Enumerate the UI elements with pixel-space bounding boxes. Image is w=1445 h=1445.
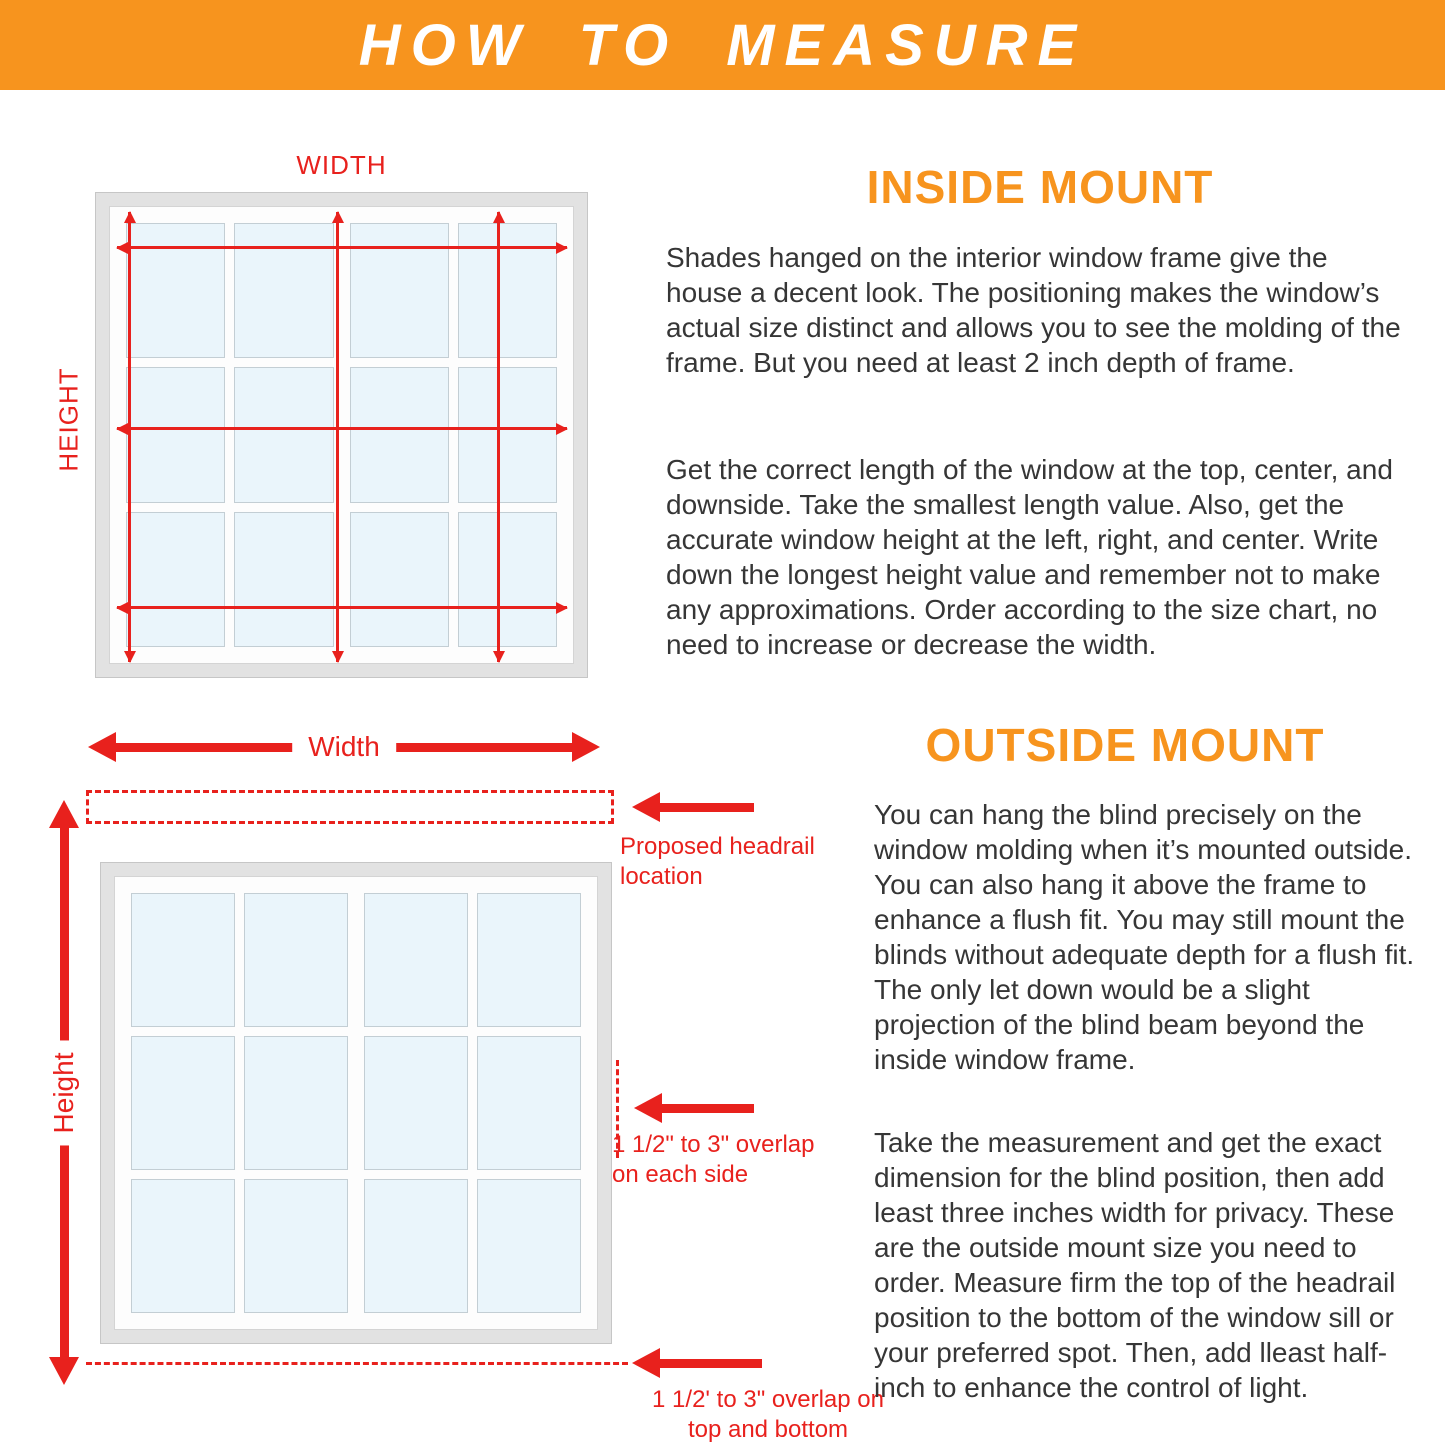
window-sash-left <box>126 223 334 647</box>
side-overlap-label: 1 1/2" to 3" overlap on each side <box>612 1131 815 1188</box>
title-banner <box>0 0 1445 90</box>
headrail-location-dashed-box <box>86 790 614 824</box>
headrail-pointer-arrow-icon <box>632 791 754 823</box>
arrow-tail <box>662 1104 754 1113</box>
window-pane <box>458 223 557 358</box>
arrow-head-left-icon <box>634 1093 662 1123</box>
bottom-overlap-dashed-line <box>86 1362 628 1365</box>
arrow-head-up-icon <box>49 800 79 828</box>
arrow-head-left-icon <box>88 732 116 762</box>
arrow-head-right-icon <box>572 732 600 762</box>
window-pane <box>477 1179 581 1313</box>
arrow-head-left-icon <box>632 1348 660 1378</box>
window-pane <box>244 893 348 1027</box>
window-glass <box>131 893 581 1313</box>
width-measure-arrow-bottom-icon <box>117 606 567 609</box>
window-pane <box>126 512 225 647</box>
outside-height-label: Height <box>48 1040 80 1145</box>
side-overlap-pointer-arrow-icon <box>634 1092 754 1124</box>
window-pane <box>126 367 225 502</box>
window-pane <box>458 512 557 647</box>
width-measure-arrow-top-icon <box>117 246 567 249</box>
window-pane <box>234 512 333 647</box>
arrow-tail <box>660 803 754 812</box>
window-pane <box>364 1036 468 1170</box>
outside-mount-paragraph-2: Take the measurement and get the exact dimension for the blind position, then add least three inches width for privacy. These are the outside mount size you need to order. Measure firm the top of the headrail position to the bottom of the window sill or your preferred spot. Then, add lleast half-inch to enhance the control of light. <box>874 1127 1396 1403</box>
window-pane <box>131 893 235 1027</box>
bottom-overlap-pointer-arrow-icon <box>632 1347 762 1379</box>
inside-mount-paragraph-2: Get the correct length of the window at the top, center, and downside. Take the smallest length value. Also, get the accurate window height at the left, right, and center. Write down the longest height value and remember not to make any approximations. Order according to the size chart, no need to increase or decrease the width. <box>666 454 1393 660</box>
inside-mount-paragraph-1: Shades hanged on the interior window frame give the house a decent look. The positioning makes the window’s actual size distinct and allows you to see the molding of the frame. But you need at least 2 inch depth of frame. <box>666 242 1401 378</box>
window-sash-right <box>364 893 581 1313</box>
window-pane <box>477 893 581 1027</box>
headrail-location-label: Proposed headrail location <box>620 833 815 890</box>
window-pane <box>458 367 557 502</box>
inside-width-label: WIDTH <box>296 150 387 180</box>
window-pane <box>244 1036 348 1170</box>
window-pane <box>477 1036 581 1170</box>
bottom-overlap-label: 1 1/2' to 3" overlap on top and bottom <box>652 1386 884 1443</box>
window-pane <box>350 512 449 647</box>
window-sash-right <box>350 223 558 647</box>
inside-height-label: HEIGHT <box>53 367 84 472</box>
window-pane <box>126 223 225 358</box>
arrow-head-down-icon <box>49 1357 79 1385</box>
window-pane <box>131 1179 235 1313</box>
height-measure-arrow-center-icon <box>336 212 339 662</box>
outside-mount-window <box>100 862 612 1344</box>
window-pane <box>234 367 333 502</box>
window-sash-left <box>131 893 348 1313</box>
window-frame <box>109 206 574 664</box>
outside-height-arrow-icon <box>48 800 80 1385</box>
window-pane <box>364 893 468 1027</box>
window-glass <box>126 223 557 647</box>
arrow-head-left-icon <box>632 792 660 822</box>
outside-width-arrow-icon <box>88 731 600 763</box>
window-pane <box>234 223 333 358</box>
width-measure-arrow-middle-icon <box>117 427 567 430</box>
window-pane <box>131 1036 235 1170</box>
outside-width-label: Width <box>292 731 396 763</box>
page-title: HOW TO MEASURE <box>358 12 1087 78</box>
height-measure-arrow-right-icon <box>497 212 500 662</box>
window-pane <box>364 1179 468 1313</box>
outside-mount-paragraph-1: You can hang the blind precisely on the window molding when it’s mounted outside. You can also hang it above the frame to enhance a flush fit. You may still mount the blinds without adequate depth for a flush fit. The only let down would be a slight projection of the blind beam beyond the inside window frame. <box>874 799 1415 1075</box>
outside-mount-heading: OUTSIDE MOUNT <box>925 719 1325 771</box>
window-pane <box>350 223 449 358</box>
window-pane <box>350 367 449 502</box>
arrow-tail <box>660 1359 762 1368</box>
window-frame <box>114 876 598 1330</box>
inside-mount-heading: INSIDE MOUNT <box>866 161 1214 213</box>
height-measure-arrow-left-icon <box>128 212 131 662</box>
window-pane <box>244 1179 348 1313</box>
